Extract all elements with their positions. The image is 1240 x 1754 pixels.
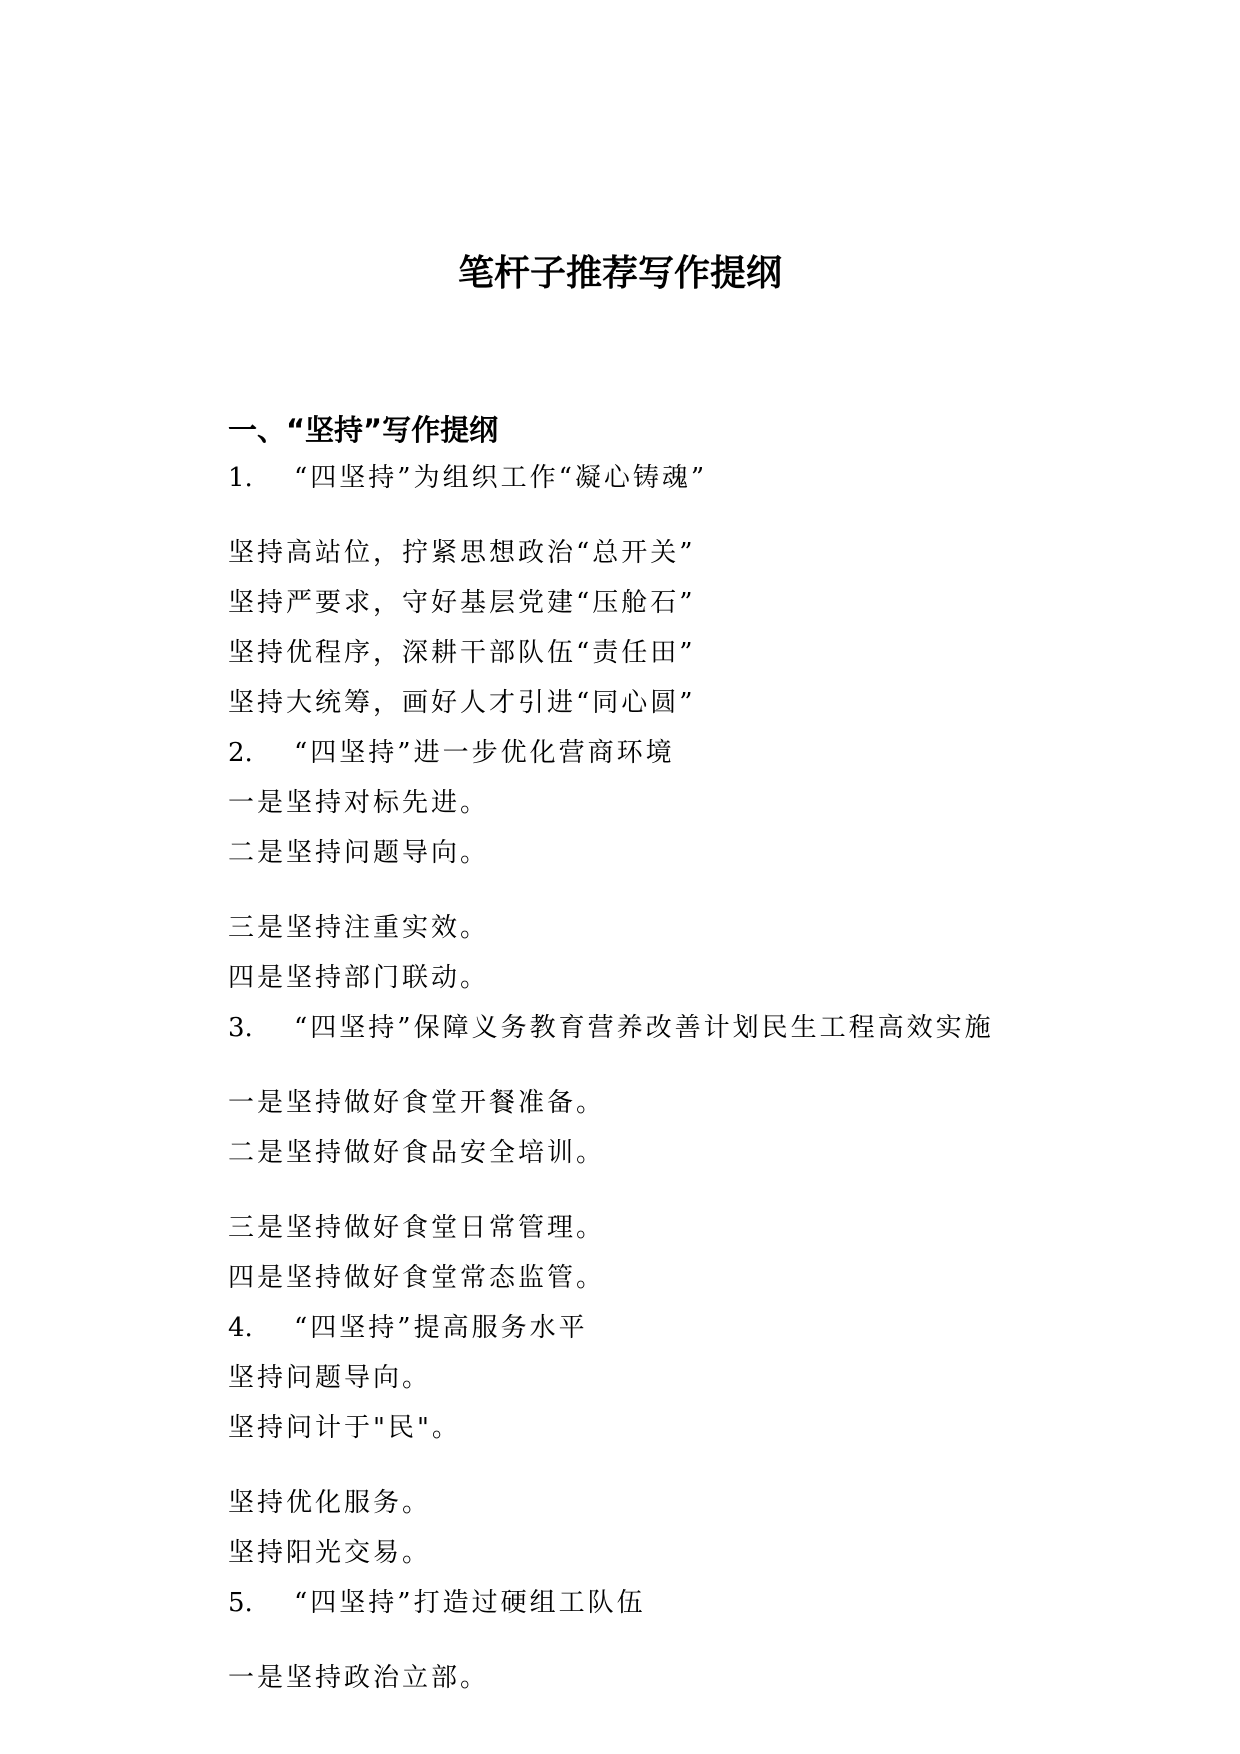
item-number: 4. bbox=[228, 1313, 253, 1343]
item-title: “四坚持”提高服务水平 bbox=[294, 1313, 588, 1343]
outline-point: 一是坚持做好食堂开餐准备。 bbox=[228, 1088, 606, 1118]
item-number: 1. bbox=[228, 463, 253, 493]
outline-point: 坚持严要求，守好基层党建“压舱石” bbox=[228, 588, 696, 618]
item-number: 3. bbox=[228, 1013, 253, 1043]
outline-point: 二是坚持问题导向。 bbox=[228, 838, 490, 868]
outline-point: 坚持优化服务。 bbox=[228, 1488, 432, 1518]
outline-point: 坚持问计于"民"。 bbox=[228, 1413, 461, 1443]
outline-item-3-title bbox=[228, 1010, 994, 1046]
outline-point: 二是坚持做好食品安全培训。 bbox=[228, 1138, 606, 1168]
document-title: 笔杆子推荐写作提纲 bbox=[457, 253, 782, 294]
outline-item-4-title bbox=[228, 1310, 588, 1346]
outline-point: 坚持高站位，拧紧思想政治“总开关” bbox=[228, 538, 696, 568]
outline-point: 坚持问题导向。 bbox=[228, 1363, 432, 1393]
outline-point: 三是坚持做好食堂日常管理。 bbox=[228, 1213, 606, 1243]
outline-point: 一是坚持政治立部。 bbox=[228, 1663, 490, 1693]
item-number: 5. bbox=[228, 1588, 253, 1618]
outline-point: 坚持大统筹，画好人才引进“同心圆” bbox=[228, 688, 696, 718]
outline-item-2-title bbox=[228, 735, 675, 771]
outline-point: 四是坚持做好食堂常态监管。 bbox=[228, 1263, 606, 1293]
outline-point: 一是坚持对标先进。 bbox=[228, 788, 490, 818]
outline-item-1-title bbox=[228, 460, 707, 496]
item-title: “四坚持”打造过硬组工队伍 bbox=[294, 1588, 646, 1618]
item-title: “四坚持”进一步优化营商环境 bbox=[294, 738, 675, 768]
item-title: “四坚持”为组织工作“凝心铸魂” bbox=[294, 463, 708, 493]
outline-item-5-title bbox=[228, 1585, 646, 1621]
item-title: “四坚持”保障义务教育营养改善计划民生工程高效实施 bbox=[294, 1013, 994, 1043]
outline-point: 四是坚持部门联动。 bbox=[228, 963, 490, 993]
outline-point: 坚持优程序，深耕干部队伍“责任田” bbox=[228, 638, 696, 668]
outline-point: 坚持阳光交易。 bbox=[228, 1538, 432, 1568]
item-number: 2. bbox=[228, 738, 253, 768]
outline-point: 三是坚持注重实效。 bbox=[228, 913, 490, 943]
section-heading: 一、“坚持”写作提纲 bbox=[228, 413, 499, 447]
